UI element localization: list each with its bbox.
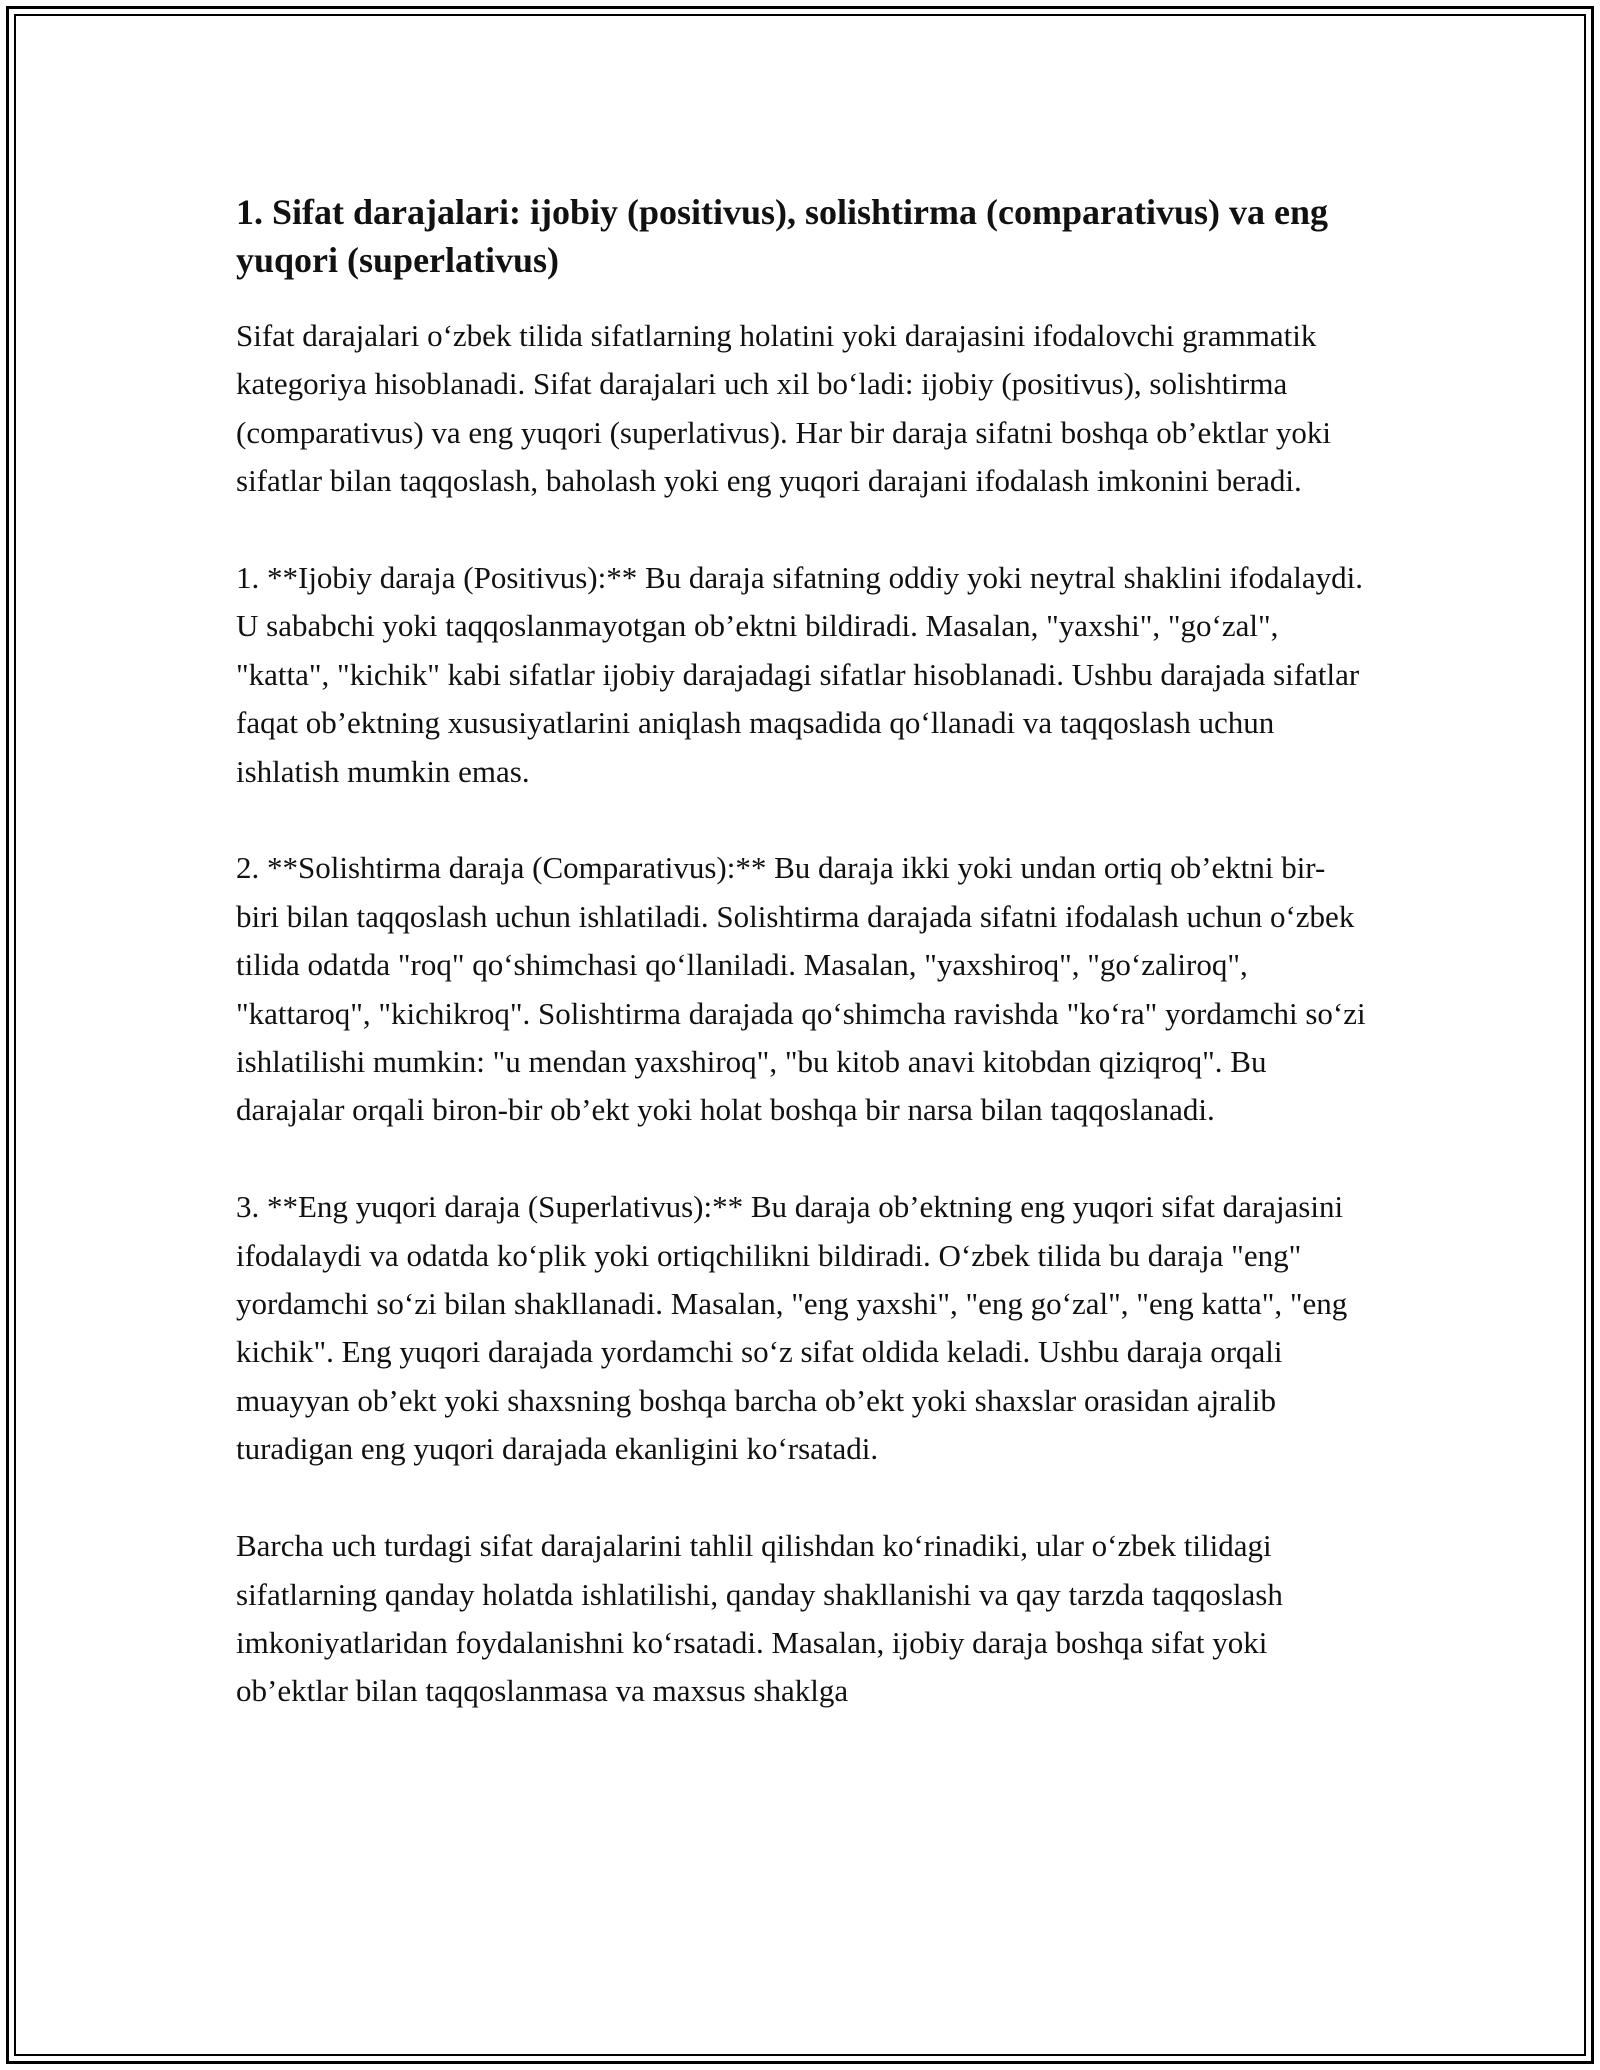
document-body [236,188,1366,1764]
paragraph-comparativus: 2. **Solishtirma daraja (Comparativus):** Bu daraja ikki yoki undan ortiq ob’ektni bir-biri bilan taqqoslash uchun ishlatiladi. Solishtirma darajada sifatni ifodalash uchun o‘zbek tilida odatda "roq" qo‘shimchasi qo‘llaniladi. Masalan, "yaxshiroq", "go‘zaliroq", "kattaroq", "kichikroq". Solishtirma darajada qo‘shimcha ravishda "ko‘ra" yordamchi so‘zi ishlatilishi mumkin: "u mendan yaxshiroq", "bu kitob anavi kitobdan qiziqroq". Bu darajalar orqali biron-bir ob’ekt yoki holat boshqa bir narsa bilan taqqoslanadi. [236,850,1366,1128]
paragraph-superlativus: 3. **Eng yuqori daraja (Superlativus):** Bu daraja ob’ektning eng yuqori sifat darajasini ifodalaydi va odatda ko‘plik yoki ortiqchilikni bildiradi. O‘zbek tilida bu daraja "eng" yordamchi so‘zi bilan shakllanadi. Masalan, "eng yaxshi", "eng go‘zal", "eng katta", "eng kichik". Eng yuqori darajada yordamchi so‘z sifat oldida keladi. Ushbu daraja orqali muayyan ob’ekt yoki shaxsning boshqa barcha ob’ekt yoki shaxslar orasidan ajralib turadigan eng yuqori darajada ekanligini ko‘rsatadi. [236,1189,1348,1467]
document-title: 1. Sifat darajalari: ijobiy (positivus), solishtirma (comparativus) va eng yuqori (superlativus) [236,192,1328,280]
paragraph-summary: Barcha uch turdagi sifat darajalarini tahlil qilishdan ko‘rinadiki, ular o‘zbek tilidagi sifatlarning qanday holatda ishlatilishi, qanday shakllanishi va qay tarzda taqqoslash imkoniyatlaridan foydalanishni ko‘rsatadi. Masalan, ijobiy daraja boshqa sifat yoki ob’ektlar bilan taqqoslanmasa va maxsus shaklga [236,1528,1283,1709]
paragraph-intro: Sifat darajalari o‘zbek tilida sifatlarning holatini yoki darajasini ifodalovchi grammatik kategoriya hisoblanadi. Sifat darajalari uch xil bo‘ladi: ijobiy (positivus), solishtirma (comparativus) va eng yuqori (superlativus). Har bir daraja sifatni boshqa ob’ektlar yoki sifatlar bilan taqqoslash, baholash yoki eng yuqori darajani ifodalash imkonini beradi. [236,318,1331,499]
paragraph-positivus: 1. **Ijobiy daraja (Positivus):** Bu daraja sifatning oddiy yoki neytral shaklini ifodalaydi. U sababchi yoki taqqoslanmayotgan ob’ektni bildiradi. Masalan, "yaxshi", "go‘zal", "katta", "kichik" kabi sifatlar ijobiy darajadagi sifatlar hisoblanadi. Ushbu darajada sifatlar faqat ob’ektning xususiyatlarini aniqlash maqsadida qo‘llanadi va taqqoslash uchun ishlatish mumkin emas. [236,560,1363,789]
